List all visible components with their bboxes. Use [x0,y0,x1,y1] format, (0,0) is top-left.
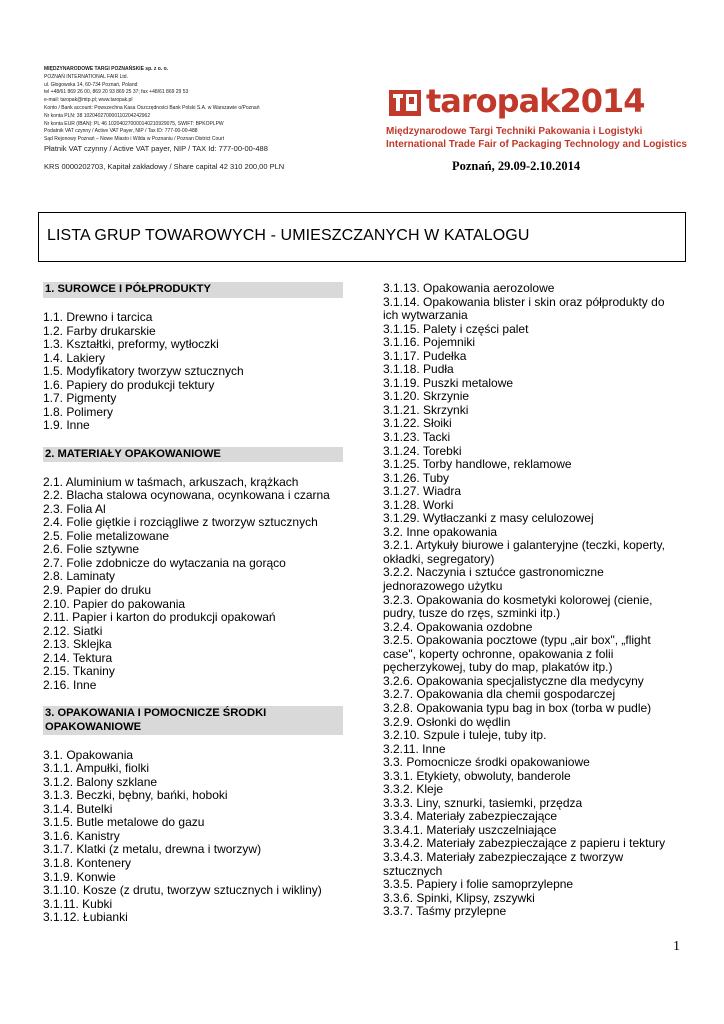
right-column [383,282,683,919]
section-heading: 1. SUROWCE I PÓŁPRODUKTY [43,282,343,298]
list-item: 3.1.6. Kanistry [43,828,120,843]
list-item: 3.1.22. Słoiki [383,416,452,431]
list-item: 1.4. Lakiery [43,350,106,365]
title-box [38,212,686,262]
list-item: 2.5. Folie metalizowane [43,528,170,543]
list-item: 3.1.11. Kubki [43,896,113,911]
list-item: 2.7. Folie zdobnicze do wytaczania na gorąco [43,555,286,570]
list-item: 3.1.8. Kontenery [43,855,132,870]
list-item: 3.1.3. Beczki, bębny, bańki, hoboki [43,788,228,803]
logo-subtitle-pl: Międzynarodowe Targi Techniki Pakowania i Logistyki [386,126,643,137]
vat-line: Płatnik VAT czynny / Active VAT payer, NIP / TAX Id: 777-00-00-488 [44,143,268,153]
list-item: 3.3.4.1. Materiały uszczelniające [383,822,557,837]
section-heading: 3. OPAKOWANIA I POMOCNICZE ŚRODKI OPAKOWANIOWE [43,706,343,735]
list-item: 3.3.7. Taśmy przylepne [383,904,507,919]
company-name: MIĘDZYNARODOWE TARGI POZNAŃSKIE sp. z o. o. [44,66,169,72]
section-list [383,282,683,919]
list-item: 3.3. Pomocnicze środki opakowaniowe [383,755,590,770]
list-item: 3.3.4. Materiały zabezpieczające [383,809,558,824]
list-item: 3.2.7. Opakowania dla chemii gospodarczej [383,687,616,702]
list-item: 3.2.3. Opakowania do kosmetyki kolorowej (cienie, pudry, tusze do rzęs, szminki itp.) [383,592,653,621]
list-item: 3.1.27. Wiadra [383,484,462,499]
page-number: 1 [673,939,680,954]
list-item: 1.1. Drewno i tarcica [43,310,153,325]
list-item: 3.2.9. Osłonki do wędlin [383,714,511,729]
list-item: 3.1.9. Konwie [43,869,116,884]
list-item: 3.3.6. Spinki, Klipsy, zszywki [383,890,535,905]
list-item: 3.1.7. Klatki (z metalu, drewna i tworzyw) [43,842,262,857]
list-item: 1.9. Inne [43,418,90,433]
list-item: 3.2.5. Opakowania pocztowe (typu „air box", „flight case", koperty ochronne, opakowania z folii pęcherzykowej, tuby do map, plakatów itp.) [383,633,651,675]
company-info [44,66,374,172]
list-item: 3.1.5. Butle metalowe do gazu [43,815,205,830]
list-item: 3.1.29. Wytłaczanki z masy celulozowej [383,511,594,526]
list-item: 3.2.11. Inne [383,741,446,756]
list-item: 2.9. Papier do druku [43,583,152,598]
list-item: 3.1.18. Pudła [383,362,454,377]
list-item: 3.3.2. Kleje [383,782,444,797]
company-line: tel +48/61 869 26 00, 869 20 93 869 25 37; fax +48/61 869 29 53 [44,89,189,96]
list-item: 3.2.10. Szpule i tuleje, tuby itp. [383,728,547,743]
company-line: Nr konta EUR (IBAN): PL 46 102040270000140210929075, SWIFT: BPKOPLPW [44,120,224,127]
list-item: 3.1.12. Łubianki [43,910,128,925]
list-item: 2.12. Siatki [43,623,103,638]
section-list [43,749,343,925]
list-item: 3.2.8. Opakowania typu bag in box (torba w pudle) [383,700,652,715]
list-item: 3.1.19. Puszki metalowe [383,375,514,390]
company-line: Konto / Bank account: Powszechna Kasa Oszczędności Bank Polski S.A. w Warszawie o/Poznań [44,104,260,111]
section-list [43,311,343,433]
list-item: 3.1.24. Torebki [383,443,462,458]
list-item: 3.1.10. Kosze (z drutu, tworzyw sztucznych i wikliny) [43,883,322,898]
list-item: 3.1.2. Balony szklane [43,774,158,789]
taropak-logo [384,82,687,156]
list-item: 3.2. Inne opakowania [383,524,498,539]
list-item: 1.6. Papiery do produkcji tektury [43,377,215,392]
list-item: 3.1.1. Ampułki, fiolki [43,761,150,776]
company-line: Podatnik VAT czynny / Active VAT Payer, NIP / Tax ID: 777-00-00-488 [44,128,198,135]
list-item: 2.14. Tektura [43,650,113,665]
logo-subtitle-en: International Trade Fair of Packaging Technology and Logistics [386,139,687,150]
list-item: 3.2.4. Opakowania ozdobne [383,619,533,634]
list-item: 3.2.1. Artykuły biurowe i galanteryjne (teczki, koperty, okładki, segregatory) [383,538,665,566]
company-line: ul. Głogowska 14, 60-734 Poznań, Poland [44,81,138,88]
left-column [43,282,343,925]
list-item: 3.1.17. Pudełka [383,348,467,363]
list-item: 3.3.3. Liny, sznurki, tasiemki, przędza [383,795,583,810]
list-item: 3.1.26. Tuby [383,470,450,485]
company-line: Sąd Rejonowy Poznań – Nowe Miasto i Wilda w Poznaniu / Poznan District Court [44,136,225,143]
list-item: 3.1.4. Butelki [43,801,113,816]
company-line: POZNAŃ INTERNATIONAL FAIR Ltd. [44,73,128,80]
company-line: e-mail: taropak@mtp.pl; www.taropak.pl [44,97,133,104]
list-item: 3.3.4.2. Materiały zabezpieczające z papieru i tektury [383,836,666,851]
list-item: 2.13. Sklejka [43,637,112,652]
list-item: 3.1.16. Pojemniki [383,335,476,350]
list-item: 2.1. Aluminium w taśmach, arkuszach, krążkach [43,474,299,489]
list-item: 3.2.6. Opakowania specjalistyczne dla medycyny [383,673,644,688]
list-item: 1.3. Kształtki, preformy, wytłoczki [43,337,219,352]
list-item: 1.8. Polimery [43,404,114,419]
list-item: 3.3.1. Etykiety, obwoluty, banderole [383,768,571,783]
list-item: 2.8. Laminaty [43,569,116,584]
page-title: LISTA GRUP TOWAROWYCH - UMIESZCZANYCH W KATALOGU [47,227,530,244]
list-item: 3.1.21. Skrzynki [383,402,469,417]
list-item: 2.4. Folie giętkie i rozciągliwe z tworzyw sztucznych [43,515,318,530]
company-line: Nr konta PLN: 38 102040270000110204242962 [44,112,151,119]
list-item: 1.2. Farby drukarskie [43,323,156,338]
logo-wordmark: taropak2014 [426,82,645,120]
list-item: 3.3.5. Papiery i folie samoprzylepne [383,877,574,892]
list-item: 1.5. Modyfikatory tworzyw sztucznych [43,364,244,379]
list-item: 3.1. Opakowania [43,747,134,762]
list-item: 2.2. Blacha stalowa ocynowana, ocynkowana i czarna [43,488,330,503]
list-item: 3.1.20. Skrzynie [383,389,470,404]
list-item: 1.7. Pigmenty [43,391,117,406]
event-date: Poznań, 29.09-2.10.2014 [452,159,581,173]
list-item: 2.6. Folie sztywne [43,542,140,557]
list-item: 3.1.25. Torby handlowe, reklamowe [383,457,572,472]
list-item: 3.3.4.3. Materiały zabezpieczające z tworzyw sztucznych [383,849,624,878]
list-item: 3.1.15. Palety i części palet [383,321,529,336]
list-item: 3.1.13. Opakowania aerozolowe [383,281,555,295]
list-item: 3.1.23. Tacki [383,430,451,445]
list-item: 3.2.2. Naczynia i sztućce gastronomiczne jednorazowego użytku [383,565,604,594]
section-list [43,476,343,693]
section-heading: 2. MATERIAŁY OPAKOWANIOWE [43,447,343,463]
list-item: 3.1.28. Worki [383,497,454,512]
krs-line: KRS 0000202703, Kapitał zakładowy / Share capital 42 310 200,00 PLN [44,161,285,171]
list-item: 2.3. Folia Al [43,501,106,516]
list-item: 2.10. Papier do pakowania [43,596,186,611]
list-item: 3.1.14. Opakowania blister i skin oraz półprodukty do ich wytwarzania [383,294,665,323]
list-item: 2.11. Papier i karton do produkcji opakowań [43,610,276,625]
list-item: 2.15. Tkaniny [43,664,115,679]
list-item: 2.16. Inne [43,677,97,692]
taropak-mark-icon [388,88,422,118]
